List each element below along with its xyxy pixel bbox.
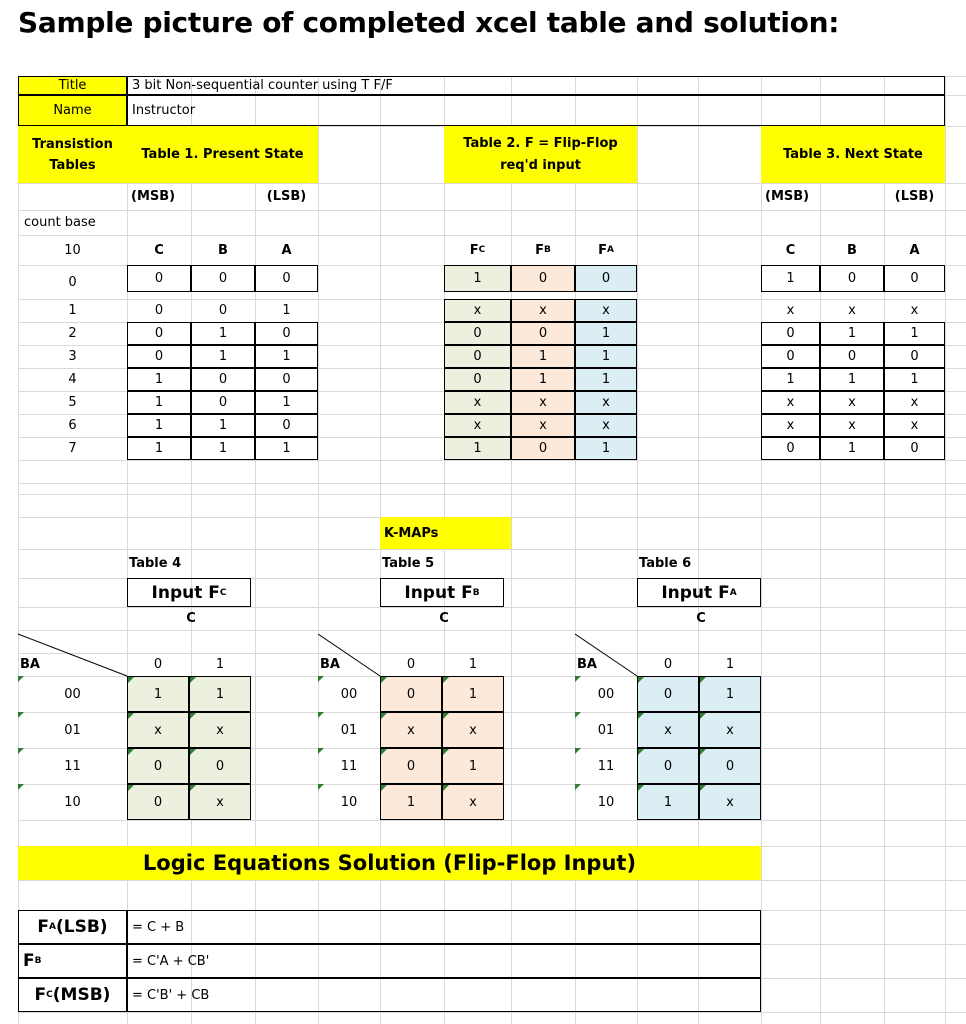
kmap-cell: x <box>442 784 504 820</box>
kmap-row-header: 11 <box>318 748 380 784</box>
table1-cell: 1 <box>255 437 318 460</box>
kmap-row-header: 00 <box>318 676 380 712</box>
kmap-cell: 0 <box>637 676 699 712</box>
name-value: Instructor <box>127 95 945 126</box>
label-base: Input F <box>404 582 473 603</box>
label-base: F <box>37 917 50 937</box>
table3-title: Table 3. Next State <box>761 126 945 183</box>
kmap-cell: 1 <box>637 784 699 820</box>
kmap-input-label <box>637 578 761 607</box>
table1-cell: 0 <box>127 345 191 368</box>
label-suffix: (LSB) <box>56 917 108 937</box>
label-base: F <box>34 985 47 1005</box>
table2-cell: x <box>444 414 511 437</box>
label-base: Input F <box>661 582 730 603</box>
logic-title: Logic Equations Solution (Flip-Flop Input) <box>18 846 761 880</box>
kmap-col-header: 0 <box>663 656 673 672</box>
table1-cell: 1 <box>191 345 255 368</box>
kmap-cell: 1 <box>442 676 504 712</box>
table1-cell: 1 <box>191 414 255 437</box>
table1-cell: 0 <box>154 303 164 318</box>
equation-value: = C'A + CB' <box>127 944 761 978</box>
table2-cell: x <box>575 414 637 437</box>
kmap-row-header: 10 <box>318 784 380 820</box>
table2-cell: 1 <box>444 437 511 460</box>
kmap-row-header: 01 <box>318 712 380 748</box>
table3-cell: 1 <box>820 322 884 345</box>
kmap-row-header: 00 <box>18 676 127 712</box>
kmap-cell: 0 <box>127 784 189 820</box>
table1-cell: 0 <box>191 265 255 292</box>
kmap-col-header: 1 <box>468 656 478 672</box>
name-label: Name <box>18 95 127 126</box>
table1-col-header: A <box>281 242 292 258</box>
table1-title: Table 1. Present State <box>127 126 318 183</box>
kmap-row-header: 10 <box>18 784 127 820</box>
kmap-row-header: 01 <box>18 712 127 748</box>
table3-cell: 0 <box>884 345 945 368</box>
count-value: 5 <box>68 395 77 410</box>
table2-cell: x <box>511 391 575 414</box>
table1-cell: 0 <box>218 303 228 318</box>
table3-lsb-label: (LSB) <box>894 189 935 204</box>
table1-cell: 0 <box>191 391 255 414</box>
label-subscript: B <box>544 245 551 255</box>
count-value: 2 <box>68 326 77 341</box>
count-value: 0 <box>68 274 77 290</box>
table3-cell: 0 <box>761 345 820 368</box>
kmap-cell: 0 <box>637 748 699 784</box>
table1-cell: 0 <box>255 265 318 292</box>
kmap-cell: 1 <box>189 676 251 712</box>
kmap-cell: 0 <box>699 748 761 784</box>
count-value: 6 <box>68 418 77 433</box>
table1-cell: 0 <box>255 368 318 391</box>
table1-cell: 0 <box>191 368 255 391</box>
kmap-row-header: 00 <box>575 676 637 712</box>
table1-lsb-label: (LSB) <box>266 189 307 204</box>
table3-cell: 1 <box>820 368 884 391</box>
table1-cell: 1 <box>255 391 318 414</box>
table1-col-header: B <box>218 242 228 258</box>
table3-cell: 1 <box>884 322 945 345</box>
table3-cell: x <box>910 303 919 318</box>
table2-col-header <box>444 235 511 265</box>
table1-cell: 0 <box>255 322 318 345</box>
table2-cell: 0 <box>444 322 511 345</box>
table2-cell: x <box>511 414 575 437</box>
page-title: Sample picture of completed xcel table and solution: <box>18 6 840 39</box>
table2-cell: 0 <box>444 368 511 391</box>
kmap-cell: x <box>442 712 504 748</box>
kmap-cell: x <box>189 784 251 820</box>
table3-cell: 0 <box>761 322 820 345</box>
table2-cell: 1 <box>444 265 511 292</box>
kmap-table-label: Table 5 <box>382 556 435 571</box>
kmap-row-header: 01 <box>575 712 637 748</box>
table2-cell: 0 <box>511 437 575 460</box>
table3-cell: x <box>761 391 820 414</box>
count-value: 7 <box>68 441 77 456</box>
kmap-col-header: 1 <box>215 656 225 672</box>
kmap-cell: 0 <box>380 748 442 784</box>
label-subscript: C <box>478 245 486 255</box>
kmap-cell: x <box>699 784 761 820</box>
table2-title: Table 2. F = Flip-Flop req'd input <box>444 126 637 183</box>
label-base: F <box>535 242 544 258</box>
kmap-cell: 0 <box>380 676 442 712</box>
kmap-row-header: 11 <box>575 748 637 784</box>
table3-cell: x <box>884 414 945 437</box>
label-subscript: C <box>219 587 227 598</box>
label-subscript: B <box>34 956 42 966</box>
label-base: F <box>23 951 35 971</box>
table2-cell: x <box>444 299 511 322</box>
kmap-cell: x <box>127 712 189 748</box>
table1-col-header: C <box>154 242 164 258</box>
kmap-col-variable: C <box>696 611 706 626</box>
table2-cell: 1 <box>511 368 575 391</box>
table3-col-header: C <box>785 242 796 258</box>
table3-cell: 1 <box>761 368 820 391</box>
table3-msb-label: (MSB) <box>765 189 810 204</box>
table2-cell: x <box>575 299 637 322</box>
kmap-cell: 1 <box>127 676 189 712</box>
kmap-table-label: Table 4 <box>129 556 182 571</box>
kmap-cell: x <box>699 712 761 748</box>
table2-col-header <box>511 235 575 265</box>
kmaps-label: K-MAPs <box>380 517 511 549</box>
kmap-cell: x <box>637 712 699 748</box>
equation-label <box>18 978 127 1012</box>
table1-cell: 0 <box>255 414 318 437</box>
kmap-col-variable: C <box>439 611 449 626</box>
label-subscript: A <box>729 587 737 598</box>
title-label: Title <box>18 76 127 95</box>
label-subscript: B <box>472 587 480 598</box>
table3-cell: 0 <box>820 265 884 292</box>
label-subscript: A <box>49 922 56 932</box>
table1-cell: 1 <box>191 322 255 345</box>
kmap-cell: x <box>189 712 251 748</box>
label-base: F <box>469 242 479 258</box>
table3-cell: x <box>761 414 820 437</box>
table1-cell: 1 <box>282 303 291 318</box>
count-base-value: 10 <box>64 242 81 258</box>
table3-cell: 0 <box>884 437 945 460</box>
table1-cell: 0 <box>127 265 191 292</box>
table3-col-header: B <box>847 242 857 258</box>
transition-tables-label: Transistion Tables <box>18 126 127 183</box>
count-base-label: count base <box>24 215 96 230</box>
kmap-cell: 1 <box>699 676 761 712</box>
kmap-col-variable: C <box>186 611 196 626</box>
table2-cell: 0 <box>575 265 637 292</box>
table3-cell: 0 <box>761 437 820 460</box>
table3-col-header: A <box>909 242 920 258</box>
table3-cell: x <box>820 391 884 414</box>
table1-cell: 1 <box>127 437 191 460</box>
label-base: Input F <box>151 582 220 603</box>
table1-cell: 1 <box>127 414 191 437</box>
equation-label <box>18 944 127 978</box>
table3-cell: x <box>820 414 884 437</box>
count-value: 4 <box>68 372 77 387</box>
table3-cell: x <box>848 303 856 318</box>
table3-cell: 0 <box>884 265 945 292</box>
table2-cell: x <box>444 391 511 414</box>
kmap-input-label <box>127 578 251 607</box>
table3-cell: 1 <box>761 265 820 292</box>
kmap-cell: 1 <box>380 784 442 820</box>
label-subscript: A <box>606 245 614 255</box>
table1-cell: 0 <box>127 322 191 345</box>
kmap-cell: 0 <box>127 748 189 784</box>
title-value: 3 bit Non-sequential counter using T F/F <box>127 76 945 95</box>
table2-cell: x <box>575 391 637 414</box>
table1-cell: 1 <box>191 437 255 460</box>
table3-cell: 0 <box>820 345 884 368</box>
table3-cell: x <box>884 391 945 414</box>
kmap-cell: x <box>380 712 442 748</box>
table2-cell: 1 <box>575 437 637 460</box>
kmap-input-label <box>380 578 504 607</box>
table2-cell: 1 <box>511 345 575 368</box>
kmap-cell: 1 <box>442 748 504 784</box>
kmap-col-header: 0 <box>153 656 163 672</box>
label-suffix: (MSB) <box>52 985 111 1005</box>
table2-col-header <box>575 235 637 265</box>
table2-cell: 0 <box>511 265 575 292</box>
table2-cell: 1 <box>575 345 637 368</box>
count-value: 1 <box>68 303 77 318</box>
kmap-row-header: 10 <box>575 784 637 820</box>
table1-msb-label: (MSB) <box>131 189 176 204</box>
kmap-cell: 0 <box>189 748 251 784</box>
kmap-corner-label: BA <box>577 656 597 672</box>
table2-cell: 1 <box>575 322 637 345</box>
table2-cell: 0 <box>444 345 511 368</box>
label-subscript: C <box>46 990 53 1000</box>
equation-label <box>18 910 127 944</box>
table3-cell: 1 <box>820 437 884 460</box>
equation-value: = C + B <box>127 910 761 944</box>
kmap-row-header: 11 <box>18 748 127 784</box>
table2-cell: x <box>511 299 575 322</box>
table1-cell: 1 <box>127 391 191 414</box>
table2-cell: 0 <box>511 322 575 345</box>
equation-value: = C'B' + CB <box>127 978 761 1012</box>
table1-cell: 1 <box>255 345 318 368</box>
kmap-corner-label: BA <box>20 656 40 672</box>
kmap-col-header: 0 <box>406 656 416 672</box>
table2-cell: 1 <box>575 368 637 391</box>
table1-cell: 1 <box>127 368 191 391</box>
kmap-corner-label: BA <box>320 656 340 672</box>
kmap-table-label: Table 6 <box>639 556 692 571</box>
label-base: F <box>598 242 607 258</box>
table3-cell: 1 <box>884 368 945 391</box>
kmap-col-header: 1 <box>725 656 735 672</box>
count-value: 3 <box>68 349 77 364</box>
table3-cell: x <box>786 303 795 318</box>
